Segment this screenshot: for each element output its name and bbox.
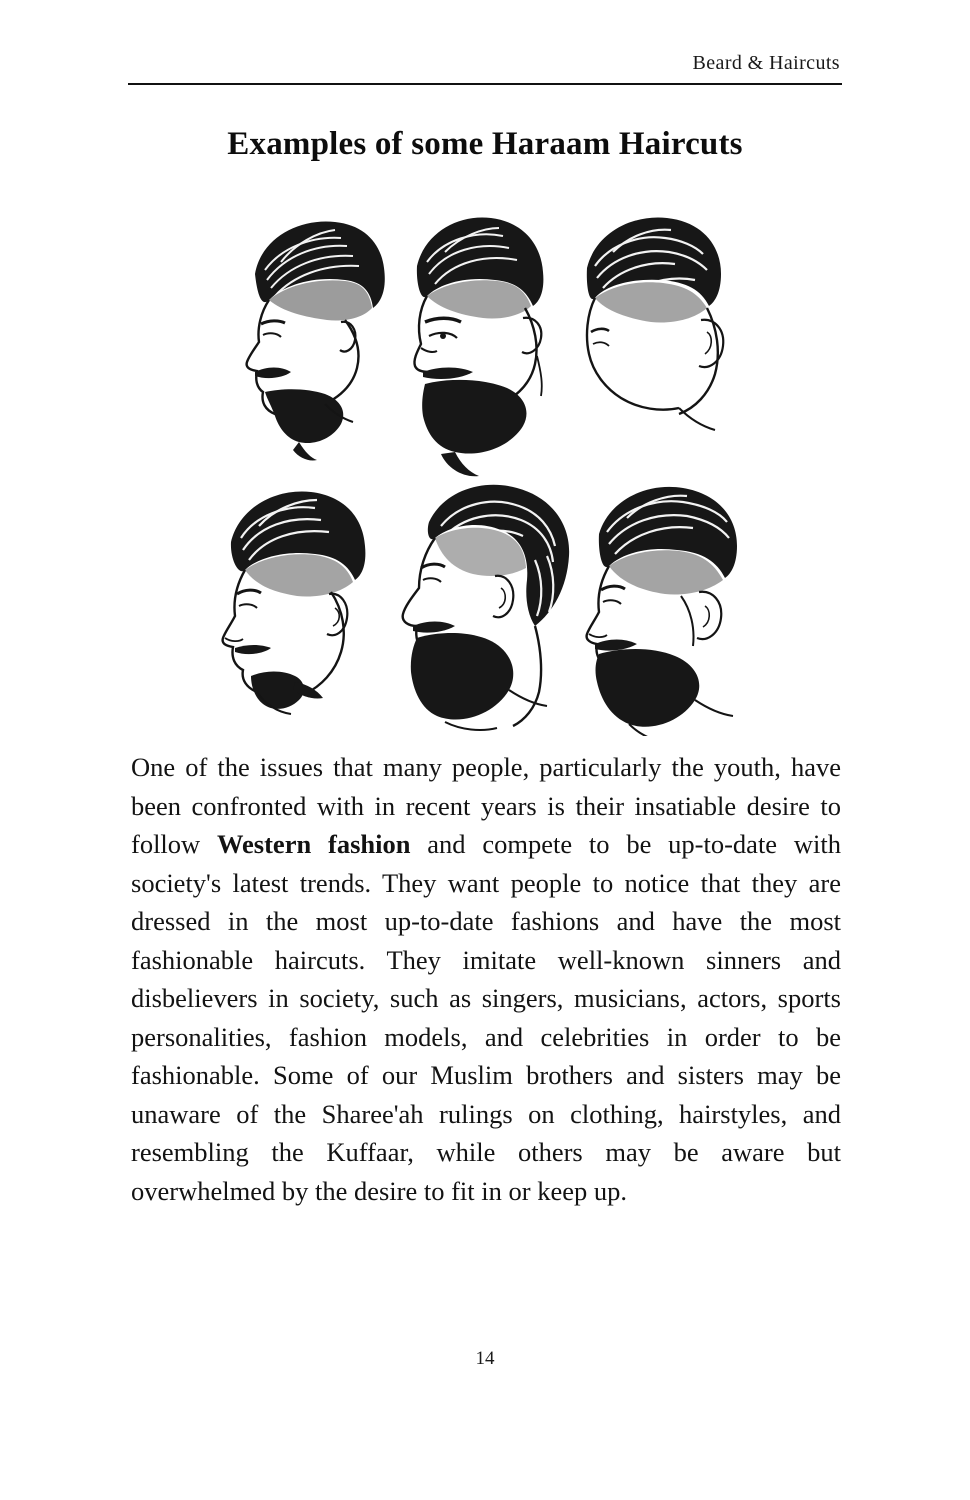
page-number: 14 (475, 1348, 495, 1369)
haircut-illustrations-svg (195, 196, 775, 736)
haircut-illustration-figure (195, 196, 775, 736)
running-title: Beard & Haircuts (692, 52, 840, 74)
paragraph-bold-phrase: Western fashion (217, 829, 411, 859)
paragraph-text-part-1: One of the issues that many people, particularly the youth, have been confronted with in recent years is their insatiable desire to follow (131, 752, 841, 859)
page-title: Examples of some Haraam Haircuts (227, 126, 743, 162)
header-divider (128, 83, 842, 85)
page-header (128, 52, 842, 85)
body-paragraph (131, 748, 841, 1210)
paragraph-text-part-2: and compete to be up-to-date with society's latest trends. They want people to notice that they are dressed in the most up-to-date fashions and have the most fashionable haircuts. They imitate well-known sinners and disbelievers in society, such as singers, musicians, actors, sports personalities, fashion models, and celebrities in order to be fashionable. Some of our Muslim brothers and sisters may be unaware of the Sharee'ah rulings on clothing, hairstyles, and resembling the Kuffaar, while others may be aware but overwhelmed by the desire to fit in or keep up. (131, 829, 841, 1206)
